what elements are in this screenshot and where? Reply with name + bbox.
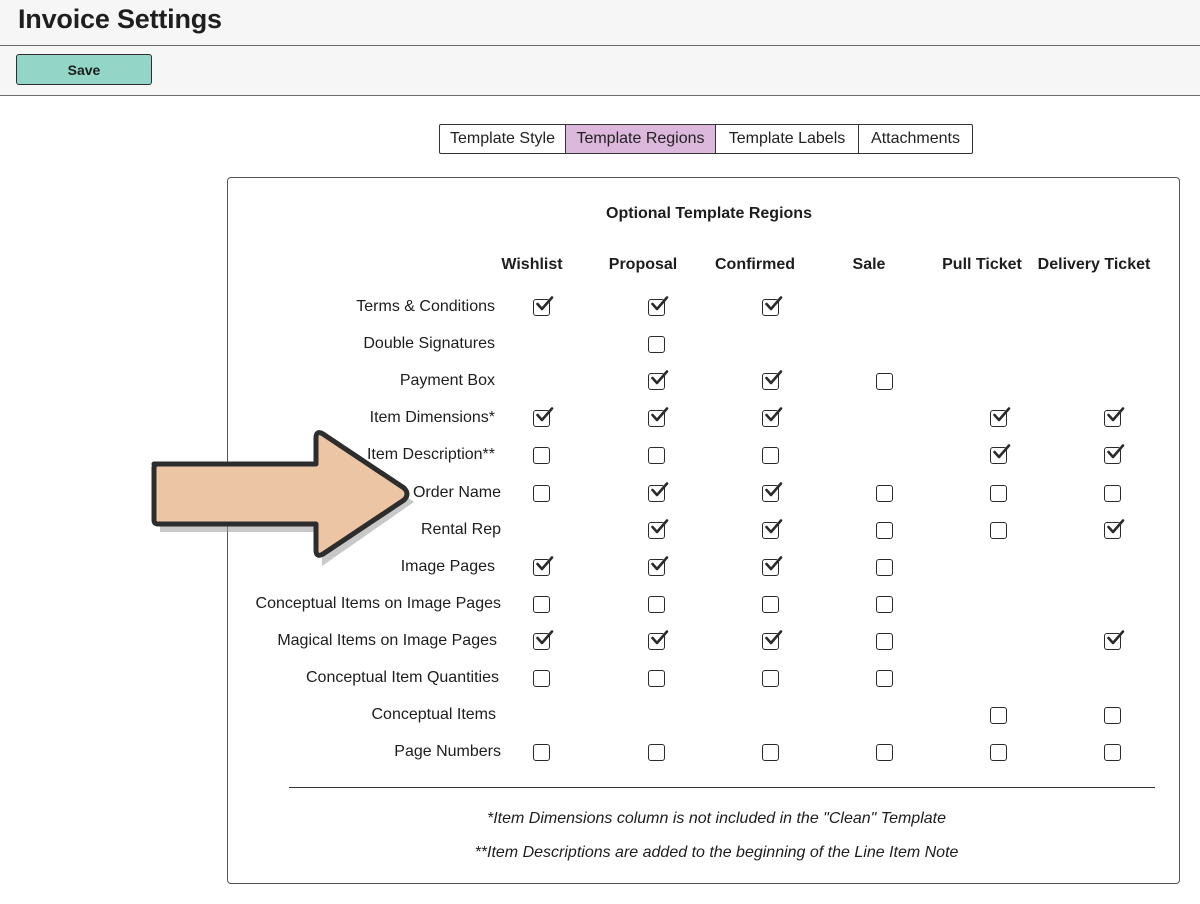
region-checkbox[interactable] — [1104, 707, 1121, 724]
section-title: Optional Template Regions — [606, 205, 812, 222]
region-checkbox[interactable] — [876, 373, 893, 390]
checkmark-icon — [992, 406, 1012, 426]
checkmark-icon — [650, 481, 670, 501]
tab-template-regions[interactable]: Template Regions — [566, 125, 716, 153]
region-row-label: Conceptual Items on Image Pages — [255, 595, 501, 612]
region-checkbox[interactable] — [648, 373, 665, 390]
checkmark-icon — [764, 369, 784, 389]
region-row-label: Order Name — [412, 484, 501, 501]
checkmark-icon — [1106, 443, 1126, 463]
header-bar — [0, 0, 1200, 45]
checkmark-icon — [1106, 629, 1126, 649]
region-checkbox[interactable] — [762, 373, 779, 390]
region-checkbox[interactable] — [990, 485, 1007, 502]
checkmark-icon — [764, 481, 784, 501]
checkmark-icon — [764, 555, 784, 575]
checkmark-icon — [764, 295, 784, 315]
region-checkbox[interactable] — [648, 596, 665, 613]
toolbar-divider — [0, 95, 1200, 96]
region-checkbox[interactable] — [648, 299, 665, 316]
region-checkbox[interactable] — [762, 410, 779, 427]
region-checkbox[interactable] — [1104, 633, 1121, 650]
region-checkbox[interactable] — [762, 299, 779, 316]
region-row-label: Terms & Conditions — [356, 298, 495, 315]
region-row-label: Rental Rep — [420, 521, 501, 538]
region-checkbox[interactable] — [762, 447, 779, 464]
checkmark-icon — [650, 629, 670, 649]
tab-template-style[interactable]: Template Style — [440, 125, 566, 153]
region-checkbox[interactable] — [533, 670, 550, 687]
region-row-label: Image Pages — [400, 558, 495, 575]
region-checkbox[interactable] — [648, 522, 665, 539]
column-header: Wishlist — [501, 256, 563, 273]
region-checkbox[interactable] — [533, 485, 550, 502]
checkmark-icon — [535, 295, 555, 315]
checkmark-icon — [650, 518, 670, 538]
column-header: Delivery Ticket — [1037, 256, 1151, 273]
region-row-label: Conceptual Items — [371, 706, 496, 723]
checkmark-icon — [764, 629, 784, 649]
region-checkbox[interactable] — [762, 559, 779, 576]
region-checkbox[interactable] — [762, 670, 779, 687]
checkmark-icon — [992, 443, 1012, 463]
region-checkbox[interactable] — [990, 410, 1007, 427]
footnote-dimensions: *Item Dimensions column is not included in the "Clean" Template — [487, 810, 946, 827]
region-checkbox[interactable] — [533, 410, 550, 427]
arrow-right-icon — [148, 424, 428, 572]
region-checkbox[interactable] — [648, 744, 665, 761]
page-title: Invoice Settings — [18, 4, 222, 34]
notes-divider — [289, 787, 1155, 788]
save-button[interactable]: Save — [16, 54, 152, 85]
region-checkbox[interactable] — [648, 485, 665, 502]
region-checkbox[interactable] — [1104, 485, 1121, 502]
region-checkbox[interactable] — [648, 633, 665, 650]
tab-bar — [439, 124, 973, 154]
region-row-label: Conceptual Item Quantities — [306, 669, 499, 686]
region-row-label: Item Description** — [366, 446, 495, 463]
checkmark-icon — [650, 406, 670, 426]
footnote-descriptions: **Item Descriptions are added to the beginning of the Line Item Note — [474, 844, 959, 861]
region-checkbox[interactable] — [1104, 447, 1121, 464]
region-row-label: Page Numbers — [394, 743, 501, 760]
region-checkbox[interactable] — [876, 485, 893, 502]
region-checkbox[interactable] — [648, 336, 665, 353]
region-checkbox[interactable] — [762, 485, 779, 502]
region-checkbox[interactable] — [876, 559, 893, 576]
region-checkbox[interactable] — [876, 744, 893, 761]
region-checkbox[interactable] — [762, 744, 779, 761]
region-checkbox[interactable] — [533, 447, 550, 464]
checkmark-icon — [1106, 406, 1126, 426]
region-checkbox[interactable] — [990, 707, 1007, 724]
region-checkbox[interactable] — [762, 596, 779, 613]
region-checkbox[interactable] — [990, 522, 1007, 539]
region-checkbox[interactable] — [533, 744, 550, 761]
region-checkbox[interactable] — [876, 522, 893, 539]
region-checkbox[interactable] — [1104, 744, 1121, 761]
region-checkbox[interactable] — [762, 522, 779, 539]
region-checkbox[interactable] — [1104, 522, 1121, 539]
region-row-label: Item Dimensions* — [369, 409, 495, 426]
column-header: Pull Ticket — [942, 256, 1022, 273]
region-row-label: Double Signatures — [363, 335, 495, 352]
region-checkbox[interactable] — [648, 670, 665, 687]
tab-attachments[interactable]: Attachments — [871, 130, 960, 147]
checkmark-icon — [535, 555, 555, 575]
checkmark-icon — [764, 406, 784, 426]
checkmark-icon — [650, 555, 670, 575]
checkmark-icon — [764, 518, 784, 538]
region-checkbox[interactable] — [648, 410, 665, 427]
region-checkbox[interactable] — [762, 633, 779, 650]
checkmark-icon — [535, 406, 555, 426]
region-checkbox[interactable] — [533, 596, 550, 613]
region-checkbox[interactable] — [876, 670, 893, 687]
checkmark-icon — [650, 369, 670, 389]
region-checkbox[interactable] — [648, 559, 665, 576]
region-checkbox[interactable] — [648, 447, 665, 464]
checkmark-icon — [650, 295, 670, 315]
region-row-label: Magical Items on Image Pages — [277, 632, 497, 649]
region-checkbox[interactable] — [990, 447, 1007, 464]
tab-template-labels[interactable]: Template Labels — [716, 125, 859, 153]
region-checkbox[interactable] — [533, 559, 550, 576]
region-row-label: Payment Box — [399, 372, 495, 389]
region-checkbox[interactable] — [1104, 410, 1121, 427]
column-header: Confirmed — [715, 256, 795, 273]
checkmark-icon — [1106, 518, 1126, 538]
toolbar — [0, 46, 1200, 95]
column-header: Sale — [852, 256, 886, 273]
region-checkbox[interactable] — [533, 299, 550, 316]
checkmark-icon — [535, 629, 555, 649]
region-checkbox[interactable] — [533, 633, 550, 650]
region-checkbox[interactable] — [990, 744, 1007, 761]
region-checkbox[interactable] — [876, 633, 893, 650]
column-header: Proposal — [608, 256, 678, 273]
region-checkbox[interactable] — [876, 596, 893, 613]
